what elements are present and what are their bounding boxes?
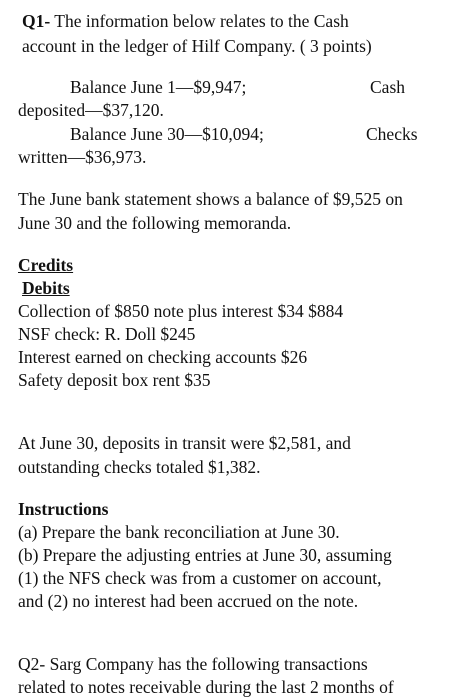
q2-line-1: Q2- Sarg Company has the following transactions xyxy=(18,654,368,674)
statement-line-1: The June bank statement shows a balance of $9,525 on xyxy=(18,189,403,209)
ledger-written: written—$36,973. xyxy=(18,147,147,167)
ledger-checks-label: Checks xyxy=(366,124,418,144)
q2-line-2: related to notes receivable during the last 2 months of xyxy=(18,677,394,697)
ledger-balance-june-30: Balance June 30—$10,094; xyxy=(70,124,264,144)
instruction-line: and (2) no interest had been accrued on the note. xyxy=(18,591,359,611)
debits-heading: Debits xyxy=(22,278,70,298)
credits-heading: Credits xyxy=(18,255,74,275)
memo-item: NSF check: R. Doll $245 xyxy=(18,324,196,344)
memo-item: Safety deposit box rent $35 xyxy=(18,370,211,390)
transit-line-1: At June 30, deposits in transit were $2,581, and xyxy=(18,433,351,453)
instruction-line: (b) Prepare the adjusting entries at June 30, assuming xyxy=(18,545,392,565)
ledger-balance-june-1: Balance June 1—$9,947; xyxy=(70,77,247,97)
q1-label: Q1- xyxy=(22,11,51,31)
memo-item: Collection of $850 note plus interest $34 $884 xyxy=(18,301,344,321)
instruction-line: (a) Prepare the bank reconciliation at June 30. xyxy=(18,522,340,542)
memo-item: Interest earned on checking accounts $26 xyxy=(18,347,308,367)
ledger-deposited: deposited—$37,120. xyxy=(18,100,164,120)
transit-line-2: outstanding checks totaled $1,382. xyxy=(18,457,261,477)
instructions-heading: Instructions xyxy=(18,499,109,519)
instruction-line: (1) the NFS check was from a customer on account, xyxy=(18,568,382,588)
q1-intro-text: The information below relates to the Cash xyxy=(50,11,349,31)
ledger-cash-label: Cash xyxy=(370,77,405,97)
statement-line-2: June 30 and the following memoranda. xyxy=(18,213,292,233)
q1-intro-line-1 xyxy=(22,10,349,32)
q1-intro-line-2: account in the ledger of Hilf Company. ( 3 points) xyxy=(22,36,372,56)
